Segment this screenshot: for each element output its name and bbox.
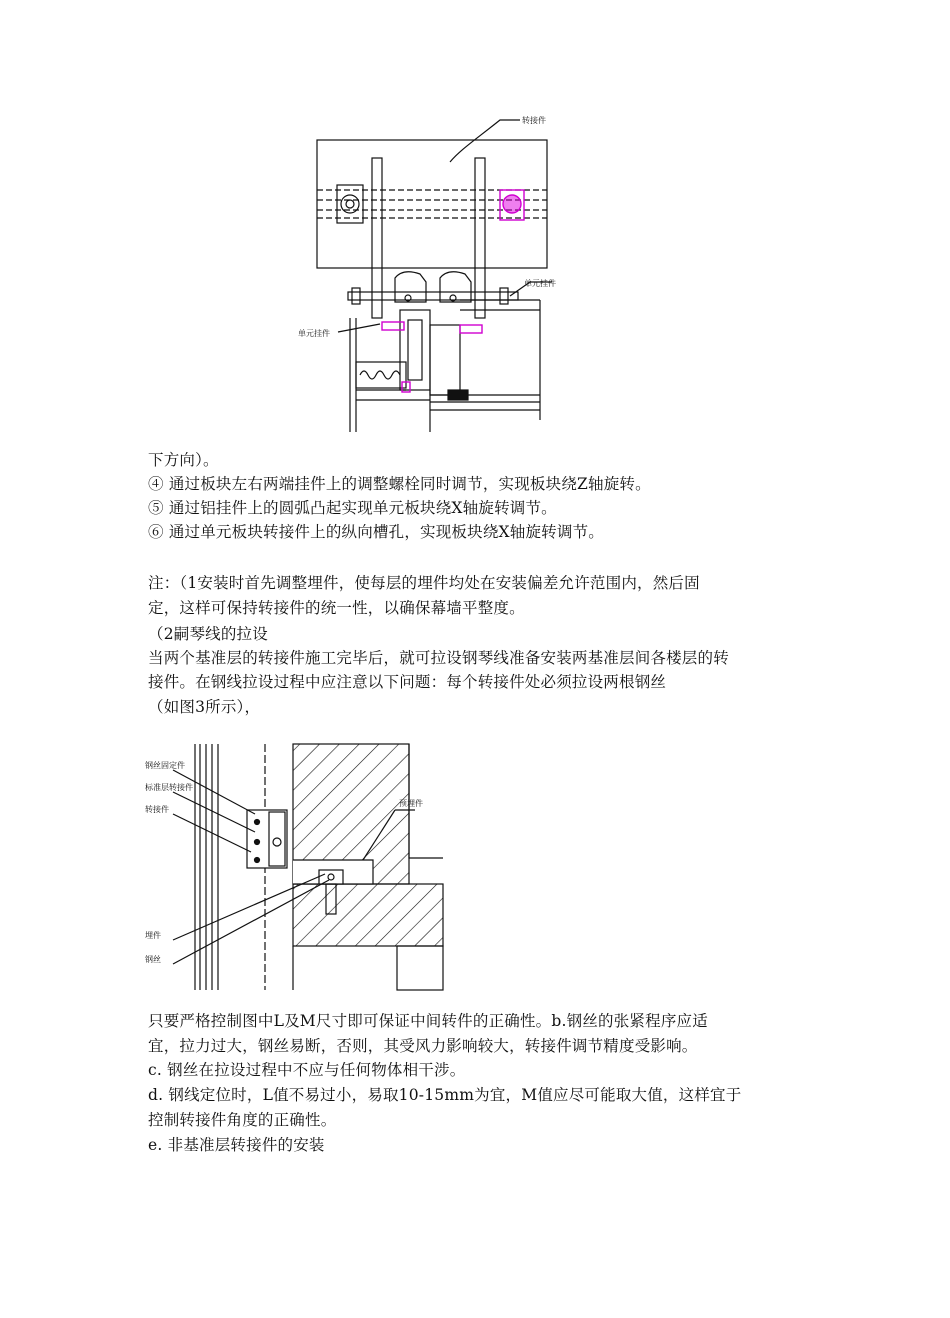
text-line: e. 非基准层转接件的安装 <box>148 1136 325 1154</box>
label-top: 转接件 <box>522 116 546 125</box>
bracket-section-drawing <box>290 100 570 440</box>
text-line: 只要严格控制图中L及M尺寸即可保证中间转件的正确性。b.钢丝的张紧程序应适 <box>148 1012 708 1030</box>
label-left: 单元挂件 <box>298 329 330 338</box>
label-r1: 预埋件 <box>399 799 423 808</box>
label-l1: 钢丝固定件 <box>145 761 185 770</box>
label-l5: 钢丝 <box>145 955 161 964</box>
steel-wire-section-drawing <box>143 742 445 992</box>
text-line: （如图3所示）， <box>148 698 261 716</box>
text-line: ⑤ 通过铝挂件上的圆弧凸起实现单元板块绕X轴旋转调节。 <box>148 499 557 517</box>
text-line: ⑥ 通过单元板块转接件上的纵向槽孔，实现板块绕X轴旋转调节。 <box>148 523 604 541</box>
text-line: d. 钢线定位时，L值不易过小，易取10-15mm为宜，M值应尽可能取大值，这样宜于 <box>148 1086 742 1104</box>
label-l2: 标准层转接件 <box>145 783 193 792</box>
text-line: 接件。在钢线拉设过程中应注意以下问题：每个转接件处必须拉设两根钢丝 <box>148 673 667 691</box>
text-line: 宜，拉力过大，钢丝易断，否则，其受风力影响较大，转接件调节精度受影响。 <box>148 1037 698 1055</box>
text-line: 下方向）。 <box>148 451 219 469</box>
text-line: 控制转接件角度的正确性。 <box>148 1111 337 1129</box>
label-l3: 转接件 <box>145 805 169 814</box>
text-line: 注：（1安装时首先调整埋件，使每层的埋件均处在安装偏差允许范围内，然后固 <box>148 574 700 592</box>
label-right: 单元挂件 <box>524 279 556 288</box>
text-line: ④ 通过板块左右两端挂件上的调整螺栓同时调节，实现板块绕Z轴旋转。 <box>148 475 651 493</box>
text-line: c. 钢丝在拉设过程中不应与任何物体相干涉。 <box>148 1061 466 1079</box>
label-l4: 埋件 <box>145 931 161 940</box>
text-line: 定，这样可保持转接件的统一性，以确保幕墙平整度。 <box>148 599 525 617</box>
text-line: （2嗣琴线的拉设 <box>148 625 268 643</box>
text-line: 当两个基准层的转接件施工完毕后，就可拉设钢琴线准备安装两基准层间各楼层的转 <box>148 649 729 667</box>
